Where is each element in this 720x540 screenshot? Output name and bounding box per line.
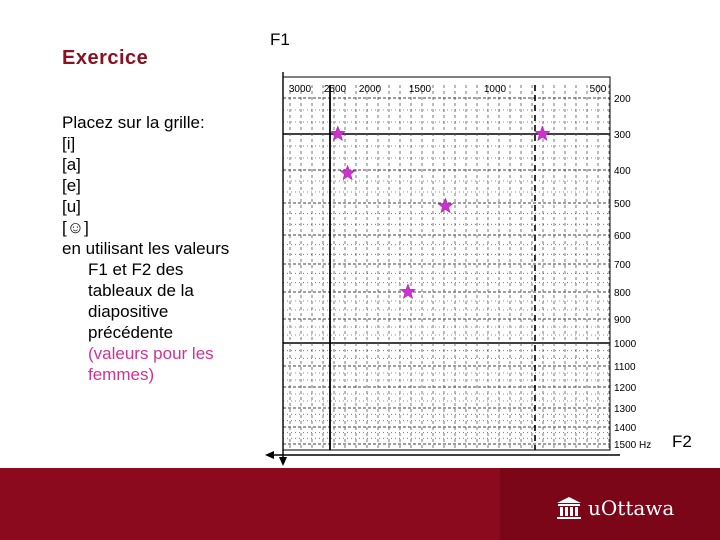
instructions-note2: femmes) xyxy=(88,365,155,384)
vowel-symbol: [☺] xyxy=(62,218,89,237)
x-tick-label: 500 xyxy=(589,84,607,95)
footer-bar xyxy=(0,468,720,540)
y-tick-label: 800 xyxy=(614,288,631,299)
x-tick-label: 3000 xyxy=(288,84,312,95)
y-tick-label: 1300 xyxy=(614,404,637,415)
instructions-line2: F1 et F2 des xyxy=(88,260,184,279)
x-tick-label: 1500 xyxy=(408,84,432,95)
instructions-line1: en utilisant les valeurs xyxy=(62,239,230,258)
y-tick-label: 1100 xyxy=(614,362,636,373)
university-building-icon xyxy=(556,496,582,520)
y-axis-label: F1 xyxy=(270,30,290,49)
y-tick-label: 400 xyxy=(614,166,631,177)
x-tick-label: 2500 xyxy=(323,84,347,95)
instructions-intro: Placez sur la grille: xyxy=(62,113,205,132)
y-tick-label: 900 xyxy=(614,315,631,326)
instructions-line5: précédente xyxy=(88,323,174,342)
y-tick-label: 1400 xyxy=(614,423,637,434)
vowel-e: [e] xyxy=(62,176,81,195)
y-tick-label: 600 xyxy=(614,231,631,242)
data-point-star xyxy=(330,126,345,141)
logo xyxy=(556,496,674,520)
instructions-line4: diapositive xyxy=(88,302,169,321)
data-point-star xyxy=(340,165,355,180)
vowel-u: [u] xyxy=(62,197,81,216)
y-tick-label: 1500 Hz xyxy=(614,440,652,451)
data-point-star xyxy=(535,126,550,141)
instructions-line3: tableaux de la xyxy=(88,281,194,300)
y-tick-label: 300 xyxy=(614,130,631,141)
y-tick-label: 700 xyxy=(614,260,631,271)
y-tick-label: 500 xyxy=(614,199,631,210)
y-tick-label: 1200 xyxy=(614,383,637,394)
x-axis-label: F2 xyxy=(672,432,692,451)
vowel-i: [i] xyxy=(62,134,76,153)
x-axis-arrow xyxy=(265,451,274,459)
instructions-note1: (valeurs pour les xyxy=(88,344,214,363)
y-axis-arrow xyxy=(279,457,287,466)
data-point-star xyxy=(400,284,415,299)
data-point-star xyxy=(438,198,453,213)
y-tick-label: 200 xyxy=(614,94,631,105)
logo-text: uOttawa xyxy=(588,496,675,520)
x-tick-label: 2000 xyxy=(358,84,382,95)
y-tick-label: 1000 xyxy=(614,339,637,350)
vowel-a: [a] xyxy=(62,155,81,174)
slide-title: Exercice xyxy=(62,47,149,69)
x-tick-label: 1000 xyxy=(483,84,507,95)
